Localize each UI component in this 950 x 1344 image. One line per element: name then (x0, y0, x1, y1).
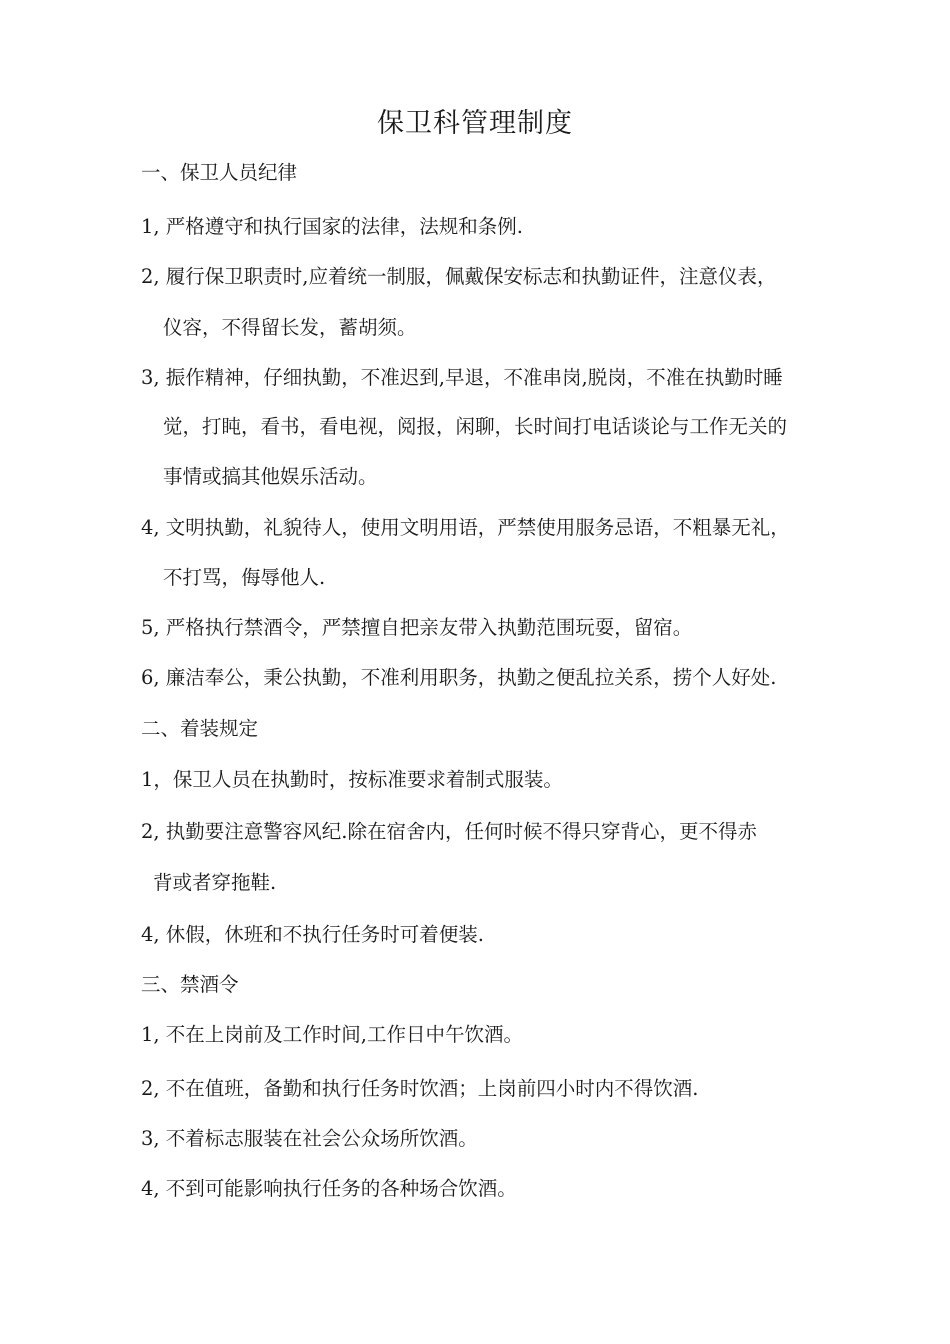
rule-1-6: 6, 廉洁奉公，秉公执勤，不准利用职务，执勤之便乱拉关系，捞个人好处. (141, 666, 777, 689)
rule-1-5: 5, 严格执行禁酒令，严禁擅自把亲友带入执勤范围玩耍，留宿。 (141, 616, 693, 639)
rule-1-3-cont-1: 觉，打盹，看书，看电视，阅报，闲聊，长时间打电话谈论与工作无关的 (163, 415, 788, 438)
rule-1-1: 1, 严格遵守和执行国家的法律，法规和条例. (141, 215, 524, 238)
section-heading-1: 一、保卫人员纪律 (141, 161, 298, 184)
section-heading-3: 三、禁酒令 (141, 973, 239, 996)
rule-3-3: 3, 不着标志服装在社会公众场所饮酒。 (141, 1127, 478, 1150)
rule-3-1: 1, 不在上岗前及工作时间,工作日中午饮酒。 (141, 1023, 524, 1046)
rule-1-4: 4, 文明执勤，礼貌待人，使用文明用语，严禁使用服务忌语，不粗暴无礼， (141, 516, 790, 539)
document-title: 保卫科管理制度 (377, 108, 573, 139)
rule-1-4-cont: 不打骂，侮辱他人. (163, 566, 326, 589)
rule-1-2-cont: 仪容，不得留长发，蓄胡须。 (163, 316, 417, 339)
rule-2-2: 2, 执勤要注意警容风纪.除在宿舍内，任何时候不得只穿背心，更不得赤 (141, 820, 758, 843)
rule-1-3-cont-2: 事情或搞其他娱乐活动。 (163, 465, 378, 488)
rule-1-3: 3, 振作精神，仔细执勤，不准迟到,早退，不准串岗,脱岗，不准在执勤时睡 (141, 366, 783, 389)
rule-1-2: 2, 履行保卫职责时,应着统一制服，佩戴保安标志和执勤证件，注意仪表， (141, 265, 777, 288)
rule-2-1: 1，保卫人员在执勤时，按标准要求着制式服装。 (141, 768, 563, 791)
rule-3-4: 4, 不到可能影响执行任务的各种场合饮酒。 (141, 1177, 517, 1200)
section-heading-2: 二、着装规定 (141, 717, 259, 740)
rule-2-4: 4, 休假，休班和不执行任务时可着便装. (141, 923, 485, 946)
rule-2-2-cont: 背或者穿拖鞋. (153, 871, 277, 894)
rule-3-2: 2, 不在值班，备勤和执行任务时饮酒；上岗前四小时内不得饮酒. (141, 1077, 699, 1100)
